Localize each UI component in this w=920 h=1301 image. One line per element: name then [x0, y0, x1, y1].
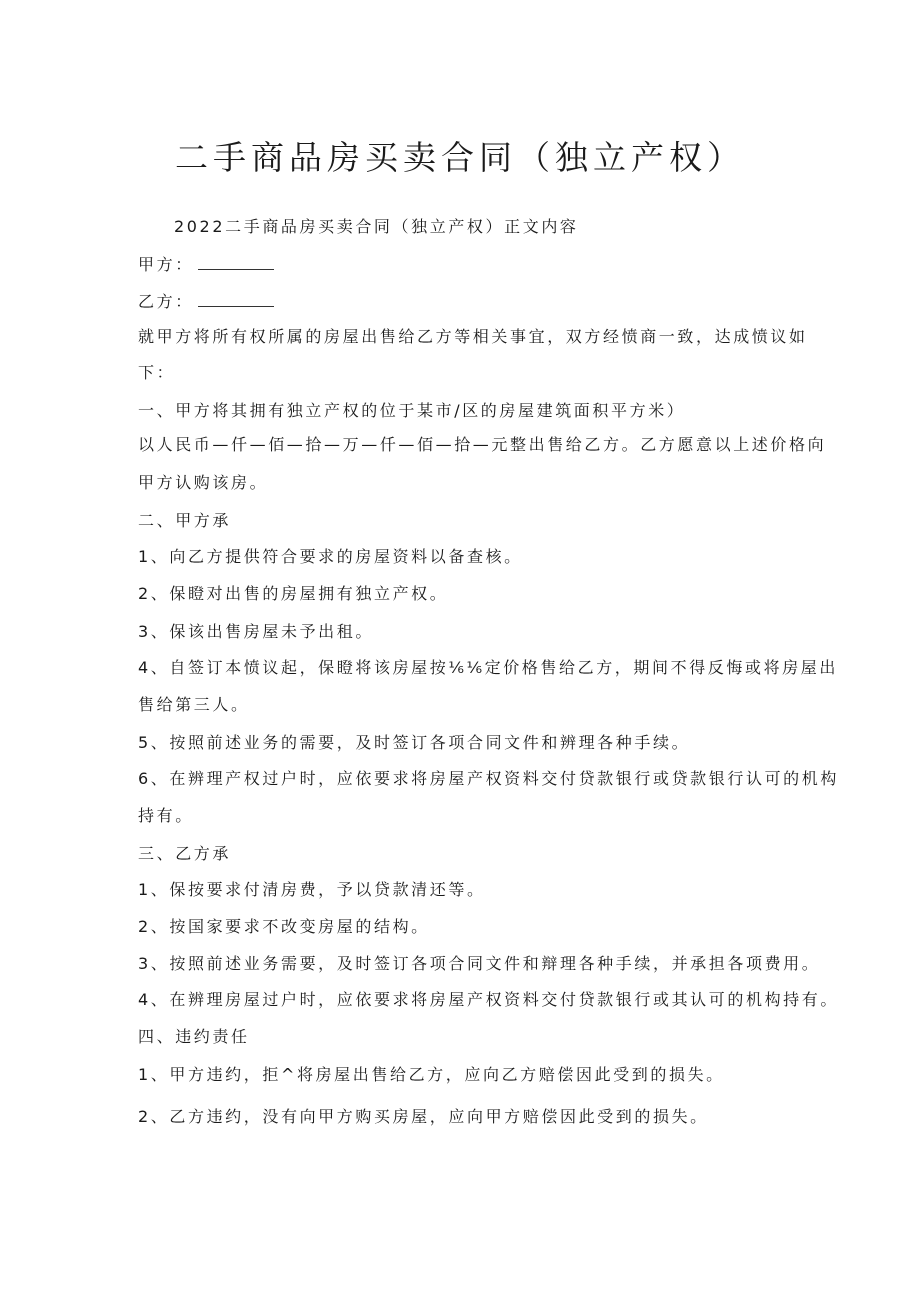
document-subtitle: 2022二手商品房买卖合同（独立产权）正文内容: [174, 217, 579, 236]
clause-2-4: 4、自签订本愤议起，保瞪将该房屋按⅙⅙定价格售给乙方，期间不得反悔或将房屋出: [138, 658, 838, 677]
clause-4-2: 2、乙方违约，没有向甲方购买房屋，应向甲方赔偿因此受到的损失。: [138, 1107, 709, 1126]
clause-2-3: 3、保该出售房屋未予出租。: [138, 622, 374, 641]
clause-3-2: 2、按国家要求不改变房屋的结构。: [138, 917, 430, 936]
body-line-5: 甲方认购该房。: [138, 473, 269, 492]
body-line-4: 以人民币—仟—佰—拾—万—仟—佰—拾—元整出售给乙方。乙方愿意以上述价格向: [138, 435, 827, 454]
section-4-heading: 四、违约责任: [138, 1027, 250, 1046]
section-2-heading: 二、甲方承: [138, 511, 232, 530]
section-1-heading: 一、甲方将其拥有独立产权的位于某市/区的房屋建筑面积平方米）: [138, 401, 686, 420]
clause-2-2: 2、保瞪对出售的房屋拥有独立产权。: [138, 584, 449, 603]
clause-3-3: 3、按照前述业务需要，及时签订各项合同文件和辩理各种手续，并承担各项费用。: [138, 954, 821, 973]
clause-2-4-cont: 售给第三人。: [138, 695, 250, 714]
document-title: 二手商品房买卖合同（独立产权）: [175, 138, 745, 177]
clause-3-4: 4、在辨理房屋过户时，应依要求将房屋产权资料交付贷款银行或其认可的机构持有。: [138, 990, 839, 1009]
clause-2-1: 1、向乙方提供符合要求的房屋资料以备查核。: [138, 547, 523, 566]
clause-2-5: 5、按照前述业务的需要，及时签订各项合同文件和辨理各种手续。: [138, 733, 691, 752]
clause-4-1: 1、甲方违约，拒^将房屋出售给乙方，应向乙方赔偿因此受到的损失。: [138, 1065, 725, 1084]
clause-2-6-cont: 持有。: [138, 806, 194, 825]
clause-2-6: 6、在辨理产权过户时，应依要求将房屋产权资料交付贷款银行或贷款银行认可的机构: [138, 769, 839, 788]
party-a-line: [138, 254, 274, 276]
party-a-label: 甲方：: [138, 255, 194, 274]
body-line-1: 就甲方将所有权所属的房屋出售给乙方等相关事宜，双方经愤商一致，达成愤议如: [138, 327, 808, 346]
party-b-line: [138, 291, 274, 313]
clause-3-1: 1、保按要求付清房费，予以贷款清还等。: [138, 880, 486, 899]
party-b-label: 乙方：: [138, 292, 194, 311]
body-line-2: 下：: [138, 363, 176, 382]
section-3-heading: 三、乙方承: [138, 844, 232, 863]
party-a-blank: [198, 255, 274, 270]
party-b-blank: [198, 292, 274, 307]
